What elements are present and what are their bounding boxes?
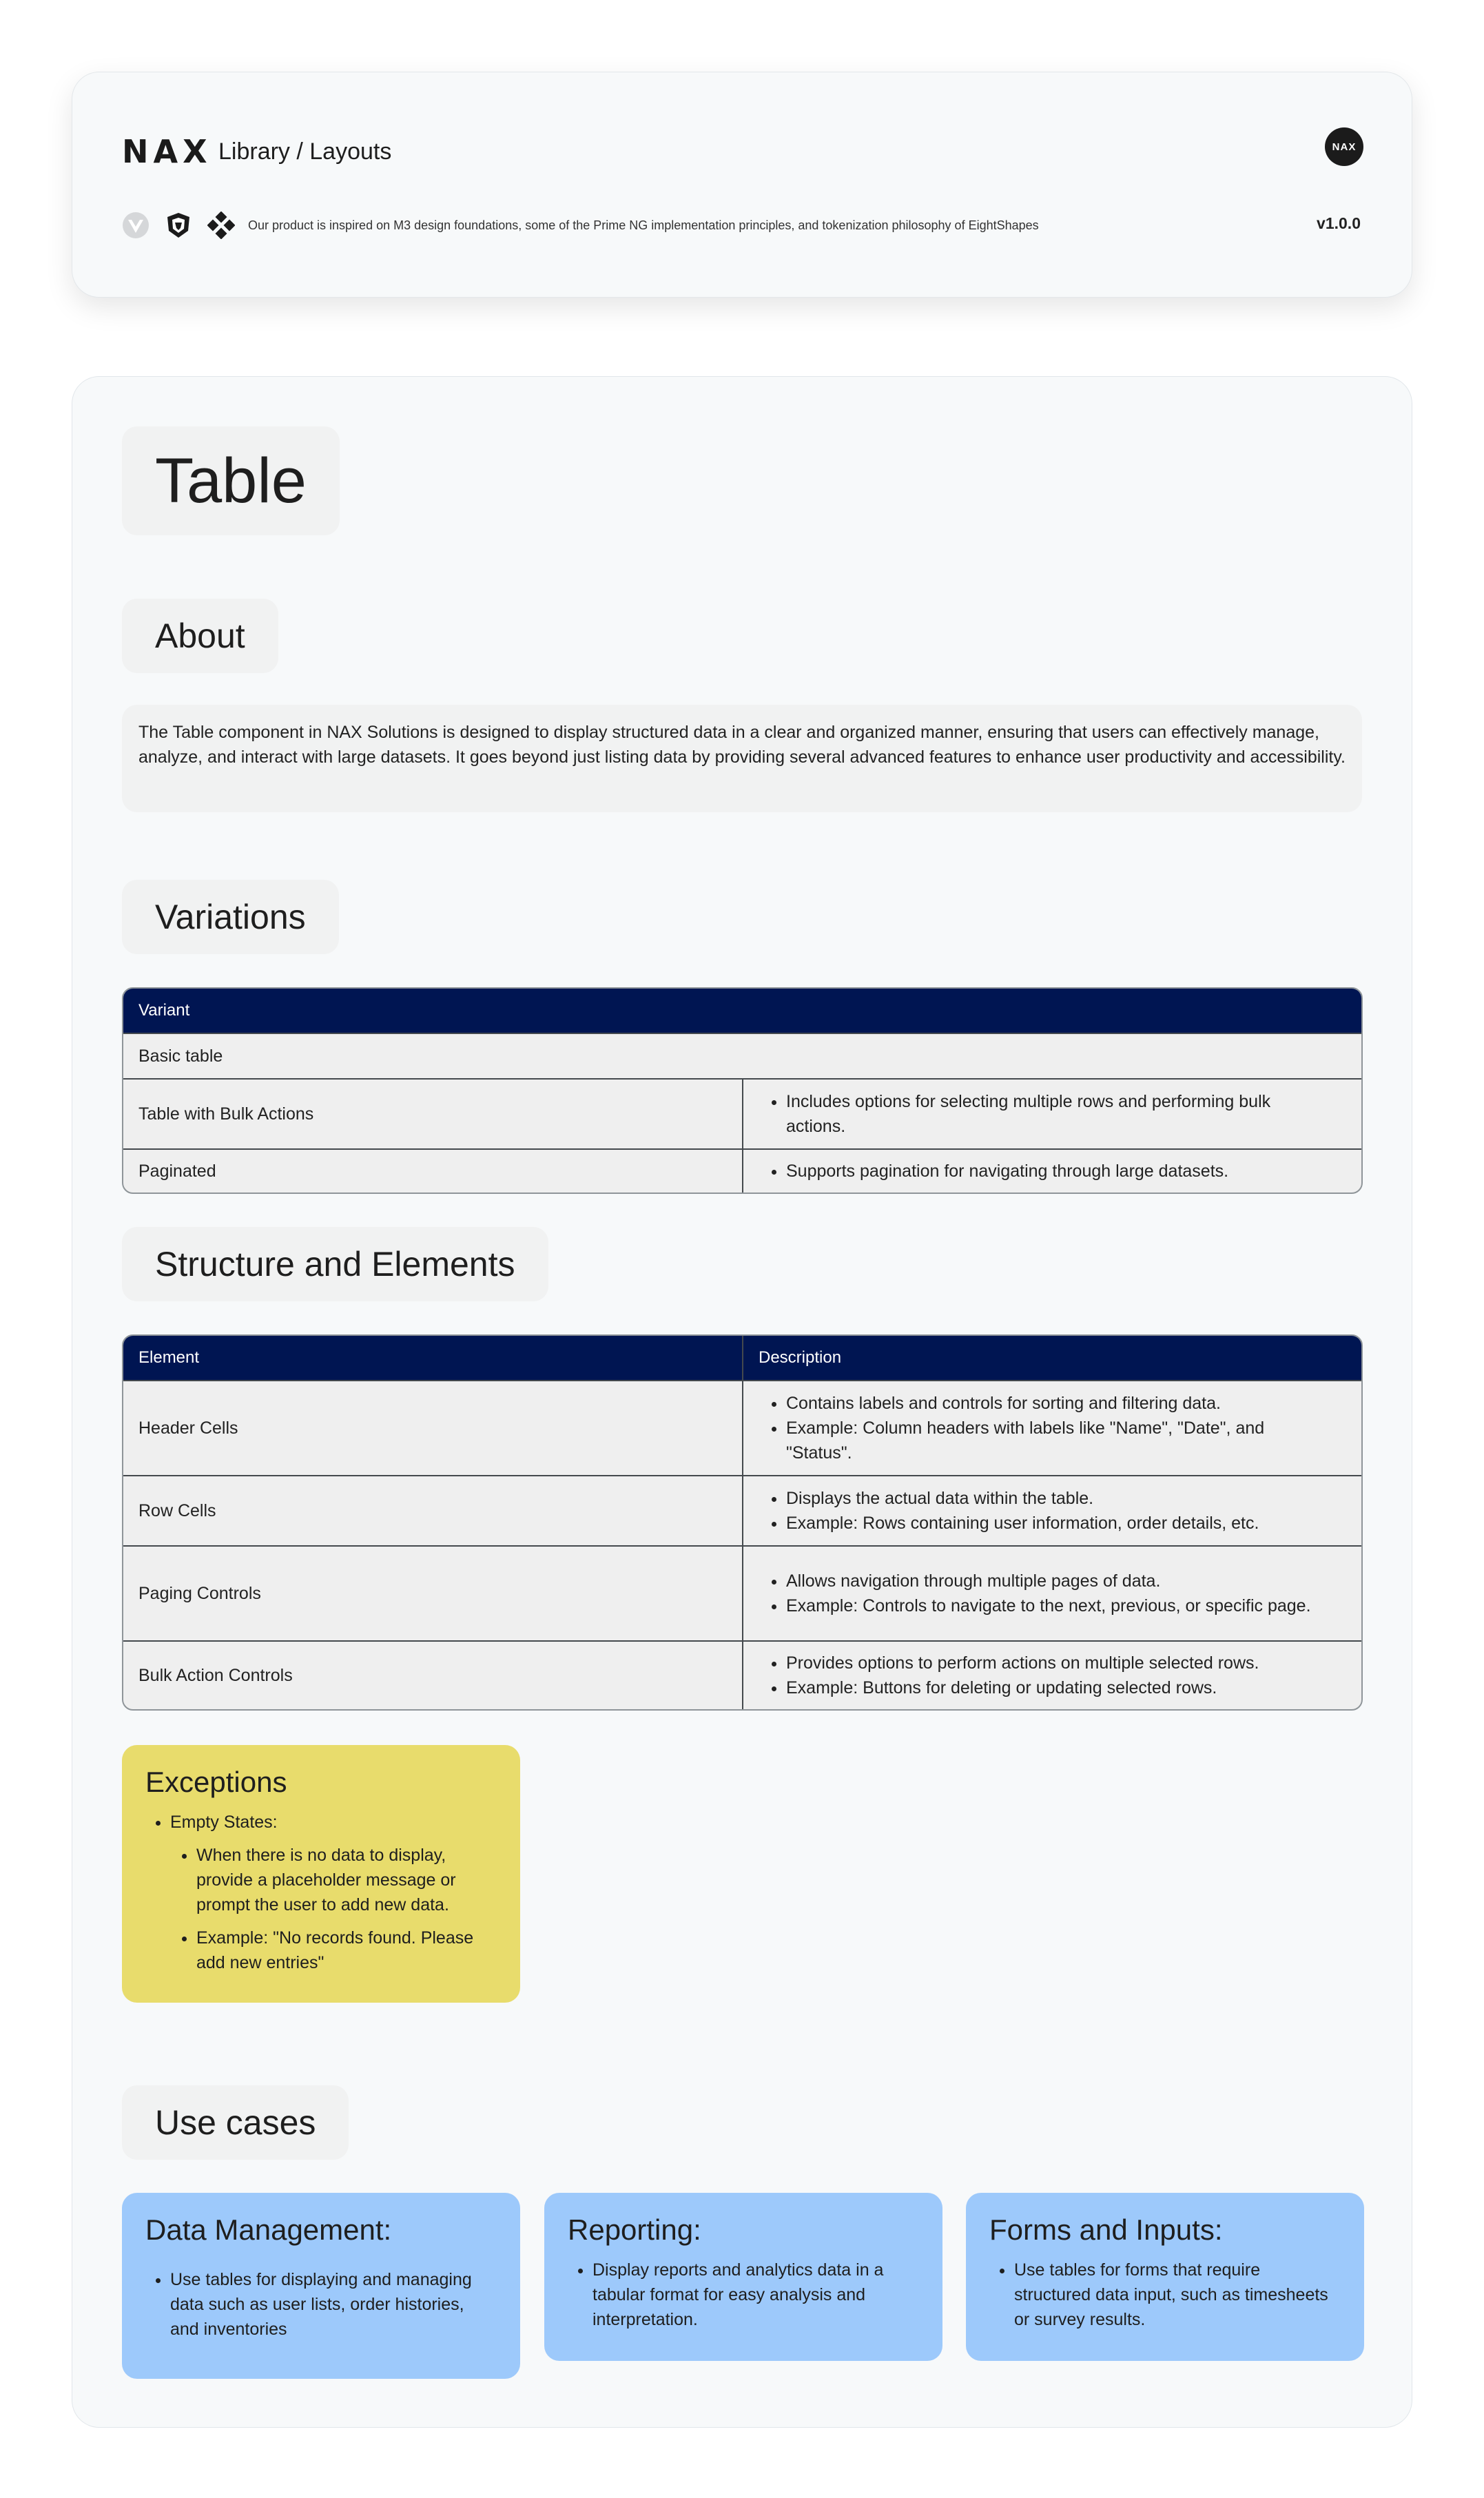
exception-item-label: Empty States: <box>170 1813 278 1832</box>
variant-column-header: Variant <box>138 1001 190 1020</box>
table-header <box>123 1336 1361 1380</box>
usecase-title: Forms and Inputs: <box>989 2213 1223 2246</box>
table-row <box>123 1640 1361 1709</box>
avatar[interactable]: NAX <box>1325 127 1363 166</box>
page-title: Table <box>122 426 340 535</box>
shield-icon <box>165 211 192 239</box>
bullet-item: • Includes options for selecting multiple rows and performing bulk actions. <box>786 1089 1361 1139</box>
product-description: Our product is inspired on M3 design foundations, some of the Prime NG implementation principles, and tokenization philosophy of EightShapes <box>248 218 1039 232</box>
usecase-text: • Use tables for displaying and managing data such as user lists, order histories, and inventories <box>170 2267 497 2342</box>
eightshapes-icon <box>207 211 235 239</box>
table-row <box>123 1033 1361 1078</box>
table-row <box>123 1078 1361 1148</box>
exception-subitem: • When there is no data to display, provide a placeholder message or prompt the user to add new data. <box>196 1843 497 1917</box>
usecase-card-reporting <box>544 2193 942 2361</box>
breadcrumb: Library / Layouts <box>218 138 392 165</box>
main-card <box>72 376 1412 2428</box>
bullet-item: • Supports pagination for navigating through large datasets. <box>786 1159 1263 1184</box>
vue-icon <box>122 211 150 239</box>
about-text: The Table component in NAX Solutions is designed to display structured data in a clear and organized manner, ensuring that users can effectively manage, analyze, and interact with large datasets. It goes beyond just listing data by providing several advanced features to enhance user productivity and accessibility. <box>122 705 1362 812</box>
element-name: Paging Controls <box>123 1547 743 1640</box>
element-name: Bulk Action Controls <box>123 1642 743 1709</box>
bullet-item: • Example: Buttons for deleting or updating selected rows. <box>786 1675 1293 1700</box>
exceptions-title: Exceptions <box>145 1766 287 1798</box>
usecase-title: Reporting: <box>568 2213 701 2246</box>
element-description <box>743 1381 1361 1475</box>
variant-name: Paginated <box>123 1150 743 1193</box>
structure-table <box>122 1334 1363 1711</box>
variant-description <box>743 1080 1361 1148</box>
bullet-item: • Example: Column headers with labels like "Name", "Date", and "Status". <box>786 1416 1361 1465</box>
header-card <box>72 72 1412 298</box>
table-row <box>123 1148 1361 1193</box>
structure-heading: Structure and Elements <box>122 1227 548 1301</box>
variant-name: Basic table <box>138 1046 223 1066</box>
foundation-icons <box>122 211 235 239</box>
variations-heading: Variations <box>122 880 339 954</box>
element-name: Row Cells <box>123 1476 743 1545</box>
bullet-item: • Provides options to perform actions on multiple selected rows. <box>786 1651 1293 1675</box>
usecase-text: • Display reports and analytics data in a tabular format for easy analysis and interpretation. <box>592 2258 919 2332</box>
table-row <box>123 1475 1361 1545</box>
element-description <box>743 1547 1361 1640</box>
bullet-item: • Example: Rows containing user information, order details, etc. <box>786 1511 1293 1536</box>
bullet-item: • Contains labels and controls for sorting and filtering data. <box>786 1391 1361 1416</box>
description-column-header: Description <box>759 1348 842 1367</box>
usecase-card-data-management <box>122 2193 520 2379</box>
about-heading: About <box>122 599 278 673</box>
nax-logo[interactable]: NAX <box>122 133 212 170</box>
element-name: Header Cells <box>123 1381 743 1475</box>
element-column-header: Element <box>123 1336 743 1380</box>
variant-name: Table with Bulk Actions <box>123 1080 743 1148</box>
usecases-heading: Use cases <box>122 2085 349 2160</box>
exception-subitem: • Example: "No records found. Please add new entries" <box>196 1926 497 1975</box>
version-label: v1.0.0 <box>1317 214 1361 232</box>
variant-description <box>743 1150 1361 1193</box>
table-header <box>123 989 1361 1033</box>
table-row <box>123 1545 1361 1640</box>
table-row <box>123 1380 1361 1475</box>
element-description <box>743 1642 1361 1709</box>
bullet-item: • Example: Controls to navigate to the next, previous, or specific page. <box>786 1593 1346 1618</box>
element-description <box>743 1476 1361 1545</box>
usecase-text: • Use tables for forms that require structured data input, such as timesheets or survey results. <box>1014 2258 1341 2332</box>
bullet-item: • Displays the actual data within the table. <box>786 1486 1293 1511</box>
bullet-item: • Allows navigation through multiple pages of data. <box>786 1569 1346 1593</box>
exceptions-note <box>122 1745 520 2003</box>
usecase-title: Data Management: <box>145 2213 392 2246</box>
exception-item <box>170 1810 497 1975</box>
variations-table <box>122 987 1363 1194</box>
usecase-card-forms-inputs <box>966 2193 1364 2361</box>
